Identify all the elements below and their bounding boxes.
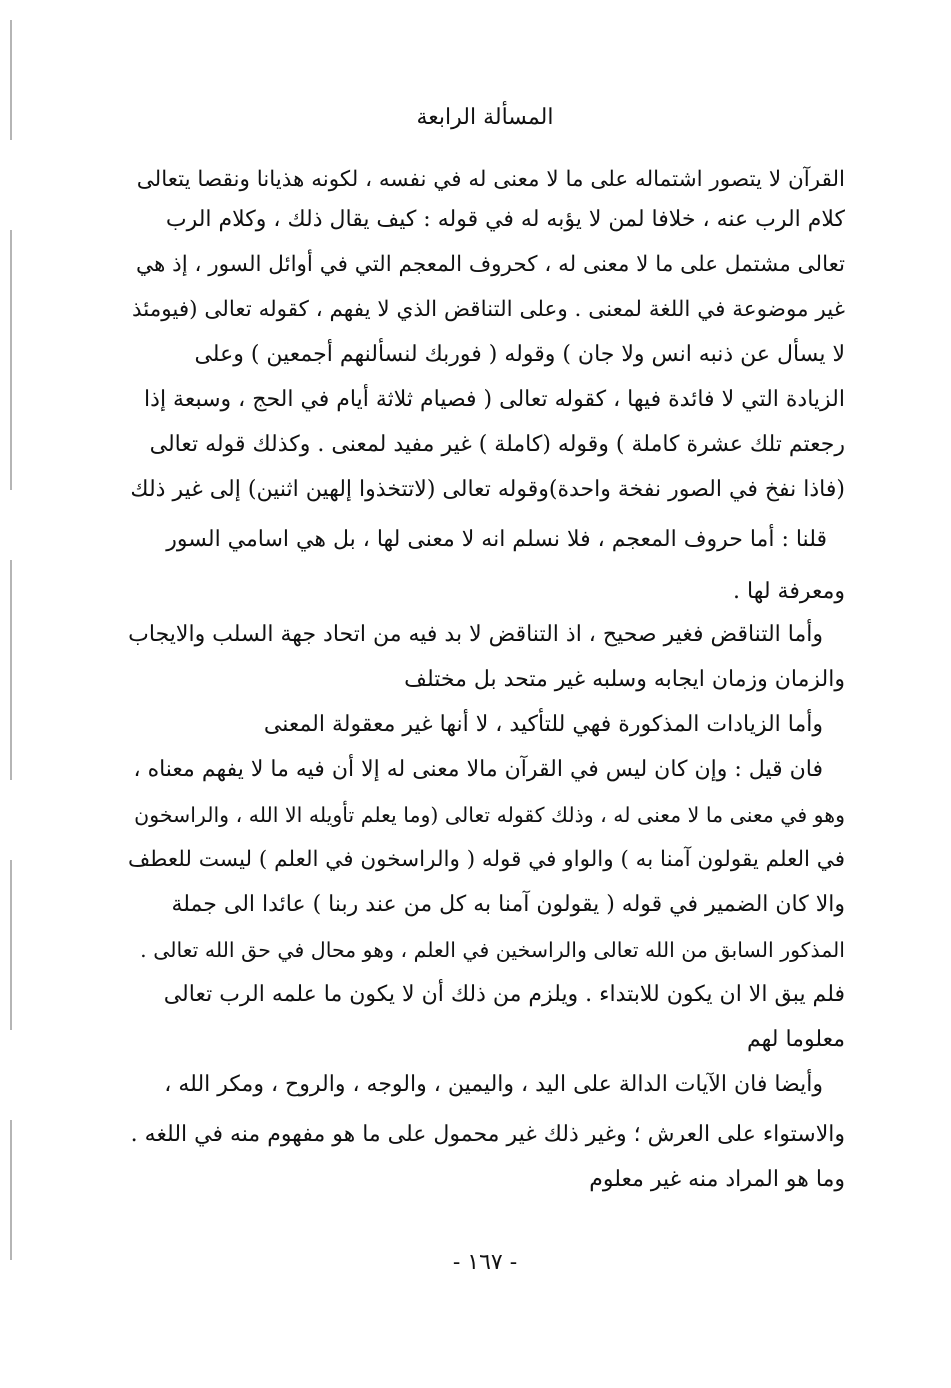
text-line: في العلم يقولون آمنا به ) والواو في قوله ( والراسخون في العلم ) ليست للعطف <box>128 847 845 872</box>
text-line: (فاذا نفخ في الصور نفخة واحدة)وقوله تعالى (لاتتخذوا إلهين اثنين) إلى غير ذلك <box>130 477 845 502</box>
text-line: غير موضوعة في اللغة لمعنى . وعلى التناقض الذي لا يفهم ، كقوله تعالى (فيومئذ <box>131 297 845 322</box>
left-margin-line <box>10 230 12 490</box>
text-line: وأيضا فان الآيات الدالة على اليد ، واليمين ، والوجه ، والروح ، ومكر الله ، <box>164 1072 823 1097</box>
text-line: وأما التناقض فغير صحيح ، اذ التناقض لا بد فيه من اتحاد جهة السلب والايجاب <box>128 622 823 647</box>
text-line: والزمان وزمان ايجابه وسلبه غير متحد بل مختلف <box>404 667 845 692</box>
left-margin-line <box>10 20 12 140</box>
text-line: تعالى مشتمل على ما لا معنى له ، كحروف المعجم التي في أوائل السور ، إذ هي <box>136 252 845 277</box>
text-line: ومعرفة لها . <box>733 579 845 604</box>
text-line: والاستواء على العرش ؛ وغير ذلك غير محمول على ما هو مفهوم منه في اللغه . <box>130 1122 845 1147</box>
text-line: وهو في معنى ما لا معنى له ، وذلك كقوله تعالى (وما يعلم تأويله الا الله ، والراسخون <box>134 803 845 827</box>
page-number: - ١٦٧ - <box>452 1250 518 1275</box>
left-margin-line <box>10 1120 12 1260</box>
text-line: فلم يبق الا ان يكون للابتداء . ويلزم من ذلك أن لا يكون ما علمه الرب تعالى <box>163 982 845 1007</box>
text-line: لا يسأل عن ذنبه انس ولا جان ) وقوله ( فوربك لنسألنهم أجمعين ) وعلى <box>194 342 845 367</box>
text-line: فان قيل : وإن كان ليس في القرآن مالا معنى له إلا أن فيه ما لا يفهم معناه ، <box>133 757 823 782</box>
section-heading: المسألة الرابعة <box>416 105 554 130</box>
text-line: رجعتم تلك عشرة كاملة ) وقوله (كاملة ) غير مفيد لمعنى . وكذلك قوله تعالى <box>149 432 845 457</box>
text-line: وأما الزيادات المذكورة فهي للتأكيد ، لا أنها غير معقولة المعنى <box>263 712 823 737</box>
text-line: المذكور السابق من الله تعالى والراسخين في العلم ، وهو محال في حق الله تعالى . <box>140 938 845 962</box>
left-margin-line <box>10 860 12 1030</box>
left-margin-line <box>10 560 12 780</box>
text-line: معلوما لهم <box>746 1027 845 1052</box>
text-line: والا كان الضمير في قوله ( يقولون آمنا به كل من عند ربنا ) عائدا الى جملة <box>171 892 845 917</box>
text-line: الزيادة التي لا فائدة فيها ، كقوله تعالى ( فصيام ثلاثة أيام في الحج ، وسبعة إذا <box>144 387 845 412</box>
document-page <box>125 0 845 1388</box>
text-line: كلام الرب عنه ، خلافا لمن لا يؤبه له في قوله : كيف يقال ذلك ، وكلام الرب <box>165 207 845 232</box>
text-line: قلنا : أما حروف المعجم ، فلا نسلم انه لا معنى لها ، بل هي اسامي السور <box>166 527 827 552</box>
text-line: القرآن لا يتصور اشتماله على ما لا معنى له في نفسه ، لكونه هذيانا ونقصا يتعالى <box>136 167 845 192</box>
text-line: وما هو المراد منه غير معلوم <box>589 1167 845 1192</box>
